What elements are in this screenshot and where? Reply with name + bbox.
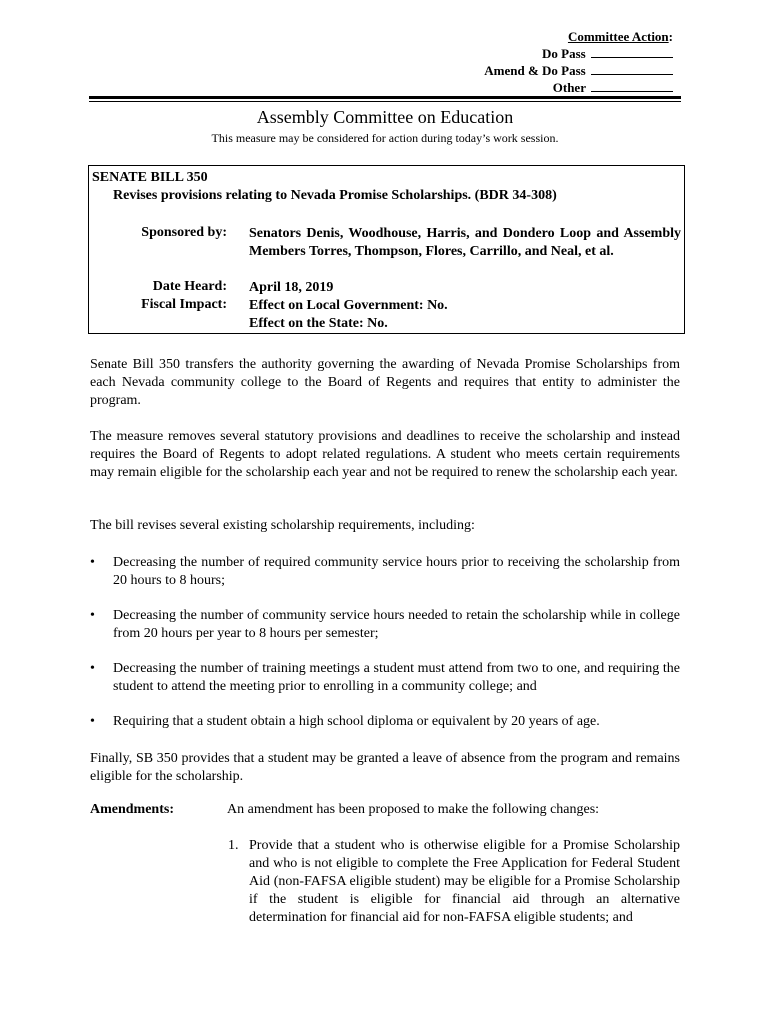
amendment-number: 1. [228,838,239,853]
fiscal-impact-label: Fiscal Impact: [141,297,227,312]
paragraph-removes-provisions: The measure removes several statutory provisions and deadlines to receive the scholarship and instead requires the Board of Regents to adopt related regulations. A student who meets certain requirements may remain eligible for the scholarship each year and not be required to renew the scholarship each year. [90,429,680,480]
amendment-text: Provide that a student who is otherwise eligible for a Promise Scholarship and who is not eligible to complete the Free Application for Federal Student Aid (non-FAFSA eligible student) may be eligible for a Promise Scholarship if the student is eligible for financial aid through an alternative determination for financial aid for non-FAFSA eligible students; and [249,838,680,925]
do-pass-blank [591,45,673,58]
bill-number: SENATE BILL 350 [92,170,208,185]
amendments-label: Amendments: [90,802,174,817]
sponsored-label: Sponsored by: [141,225,227,240]
action-other: Other [484,79,673,96]
bill-summary: Revises provisions relating to Nevada Promise Scholarships. (BDR 34-308) [113,188,557,203]
work-session-note: This measure may be considered for action during today’s work session. [211,131,559,145]
paragraph-transfer-authority: Senate Bill 350 transfers the authority governing the awarding of Nevada Promise Scholarships from each Nevada community college to the Board of Regents and requires that entity to administer the program. [90,357,680,408]
bill-info-box [88,165,685,334]
bullet-text: Decreasing the number of community service hours needed to retain the scholarship while in college from 20 hours per year to 8 hours per semester; [113,608,680,641]
action-amend-do-pass: Amend & Do Pass [484,62,673,79]
committee-title: Assembly Committee on Education [256,107,514,127]
fiscal-local-value: Effect on Local Government: No. [249,298,448,313]
bullet-glyph: • [90,661,95,676]
sponsored-value: Senators Denis, Woodhouse, Harris, and Dondero Loop and Assembly Members Torres, Thompson, Flores, Carrillo, and Neal, et al. [249,226,681,259]
header-divider-thin [89,101,681,102]
committee-action-heading: Committee Action [567,29,669,44]
bullet-text: Decreasing the number of required community service hours prior to receiving the scholarship from 20 hours to 8 hours; [113,555,680,588]
other-blank [591,79,673,92]
date-heard-label: Date Heard: [152,279,227,294]
paragraph-revises-requirements: The bill revises several existing scholarship requirements, including: [90,518,475,533]
action-do-pass: Do Pass [484,45,673,62]
date-heard-value: April 18, 2019 [249,280,334,295]
bullet-glyph: • [90,555,95,570]
header-divider-thick [89,96,681,99]
fiscal-state-value: Effect on the State: No. [249,316,388,331]
bullet-text: Decreasing the number of training meetings a student must attend from two to one, and requiring the student to attend the meeting prior to enrolling in a community college; and [113,661,680,694]
paragraph-leave-of-absence: Finally, SB 350 provides that a student may be granted a leave of absence from the program and remains eligible for the scholarship. [90,751,680,784]
bullet-glyph: • [90,608,95,623]
amendments-intro: An amendment has been proposed to make the following changes: [227,802,600,817]
bullet-text: Requiring that a student obtain a high school diploma or equivalent by 20 years of age. [113,714,600,729]
bullet-glyph: • [90,714,95,729]
amend-do-pass-blank [591,62,673,75]
committee-action-box: Committee Action: Do Pass Amend & Do Pass Other [484,29,673,95]
